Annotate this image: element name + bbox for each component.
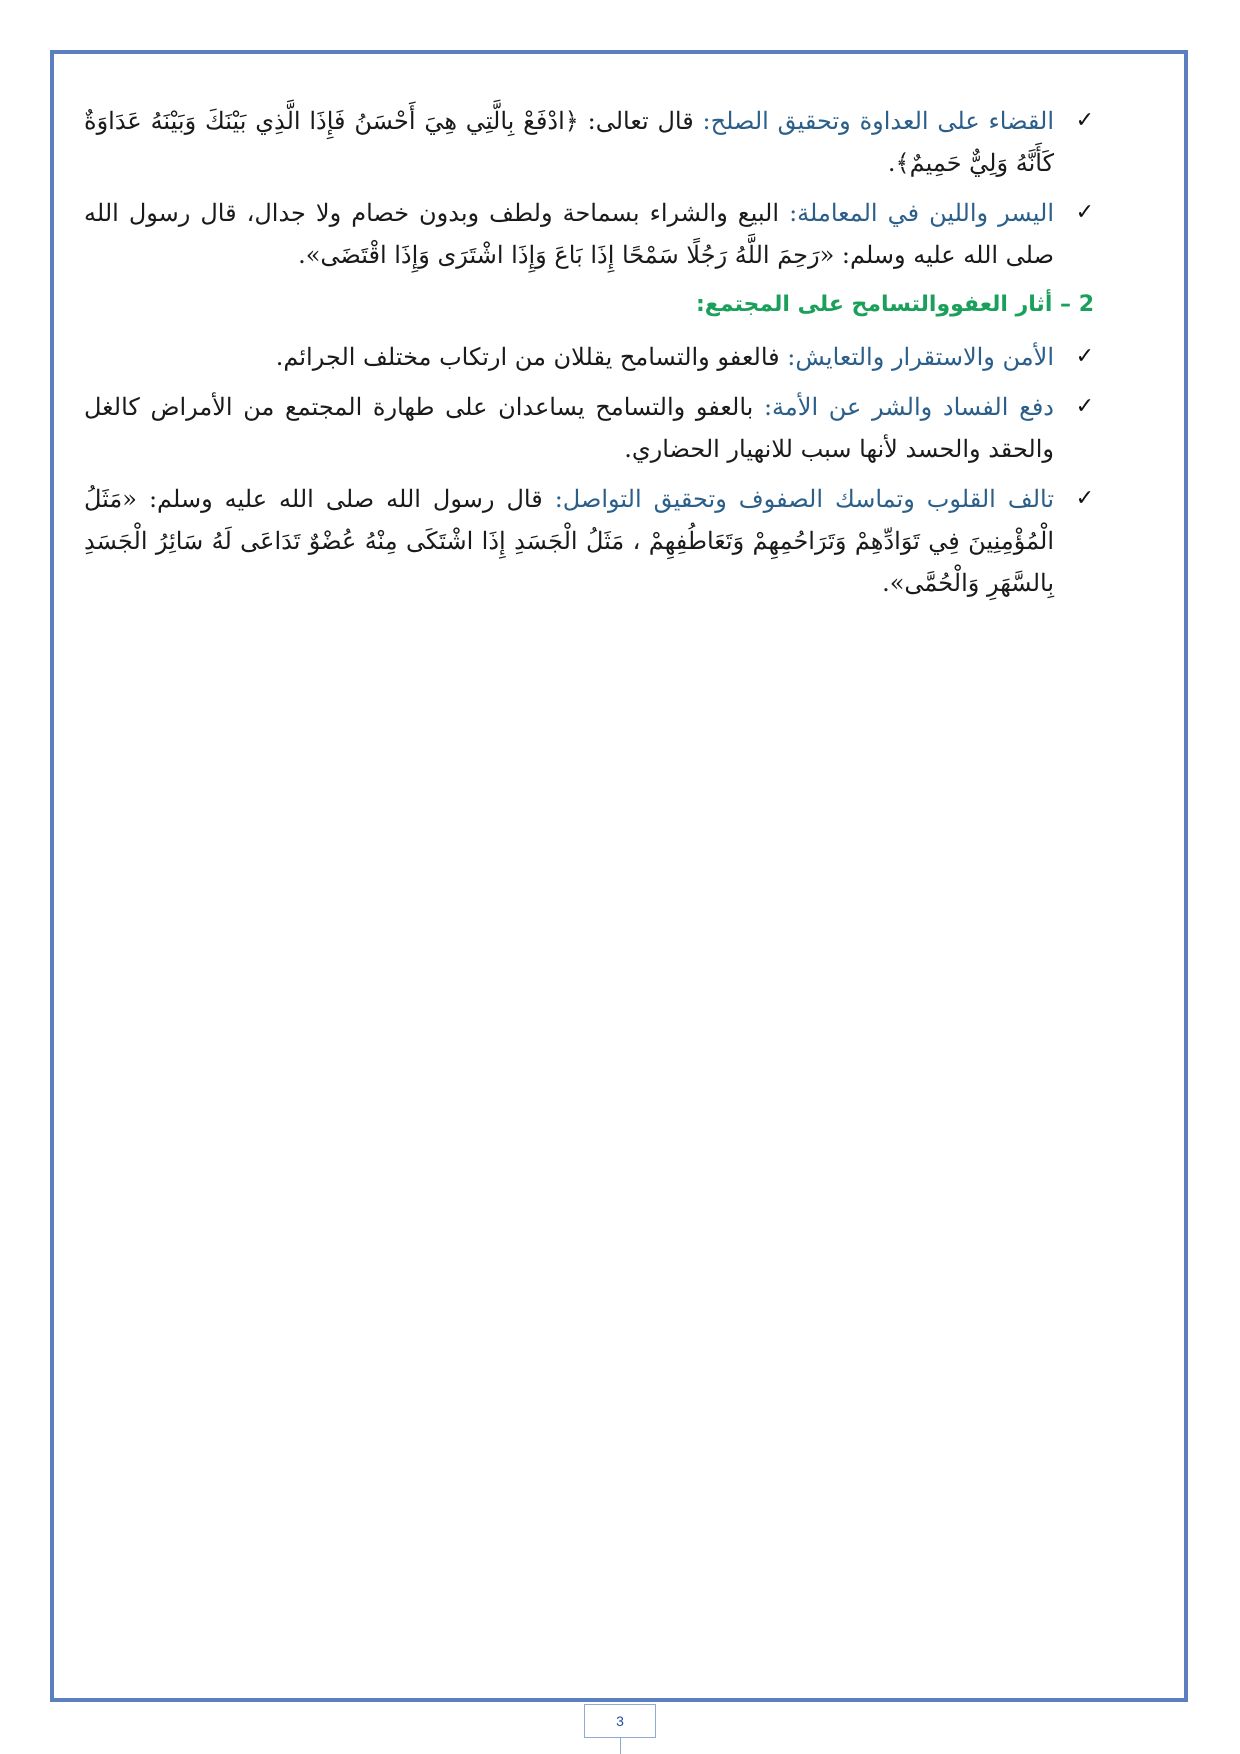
checkmark-icon: ✓ — [1075, 200, 1094, 225]
checkmark-icon: ✓ — [1075, 344, 1094, 369]
checkmark-icon: ✓ — [1075, 394, 1094, 419]
list-item — [84, 100, 1094, 184]
list-item — [84, 478, 1094, 604]
checkmark-icon: ✓ — [1075, 108, 1094, 133]
list-item — [84, 386, 1094, 470]
item-text: بالعفو والتسامح يساعدان على طهارة المجتمع من الأمراض كالغل والحقد والحسد لأنها سبب للانهيار الحضاري. — [84, 393, 1054, 463]
item-key: دفع الفساد والشر عن الأمة: — [763, 393, 1054, 421]
item-text: قال تعالى: ﴿ادْفَعْ بِالَّتِي هِيَ أَحْسَنُ فَإِذَا الَّذِي بَيْنَكَ وَبَيْنَهُ عَدَاوَةٌ كَأَنَّهُ وَلِيٌّ حَمِيمٌ﴾. — [84, 107, 1054, 177]
section-heading: 2 – أثار العفووالتسامح على المجتمع: — [696, 292, 1094, 317]
item-key: الأمن والاستقرار والتعايش: — [787, 343, 1054, 371]
page-number: 3 — [584, 1704, 656, 1738]
item-text: قال رسول الله صلى الله عليه وسلم: «مَثَلُ الْمُؤْمِنِينَ فِي تَوَادِّهِمْ وَتَرَاحُمِهِمْ وَتَعَاطُفِهِمْ ، مَثَلُ الْجَسَدِ إِذَا اشْتَكَى مِنْهُ عُضْوٌ تَدَاعَى لَهُ سَائِرُ الْجَسَدِ بِالسَّهَرِ وَالْحُمَّى». — [84, 485, 1054, 597]
checkmark-icon: ✓ — [1075, 486, 1094, 511]
item-text: البيع والشراء بسماحة ولطف وبدون خصام ولا جدال، قال رسول الله صلى الله عليه وسلم: «رَحِمَ اللَّهُ رَجُلًا سَمْحًا إِذَا بَاعَ وَإِذَا اشْتَرَى وَإِذَا اقْتَضَى». — [84, 199, 1054, 269]
document-body — [84, 100, 1094, 612]
list-item — [84, 336, 1094, 378]
item-key: تالف القلوب وتماسك الصفوف وتحقيق التواصل: — [554, 485, 1054, 513]
item-text: فالعفو والتسامح يقللان من ارتكاب مختلف الجرائم. — [275, 343, 788, 371]
page-number-connector — [620, 1738, 621, 1754]
item-key: القضاء على العداوة وتحقيق الصلح: — [702, 107, 1055, 135]
list-item — [84, 192, 1094, 276]
item-key: اليسر واللين في المعاملة: — [789, 199, 1054, 227]
